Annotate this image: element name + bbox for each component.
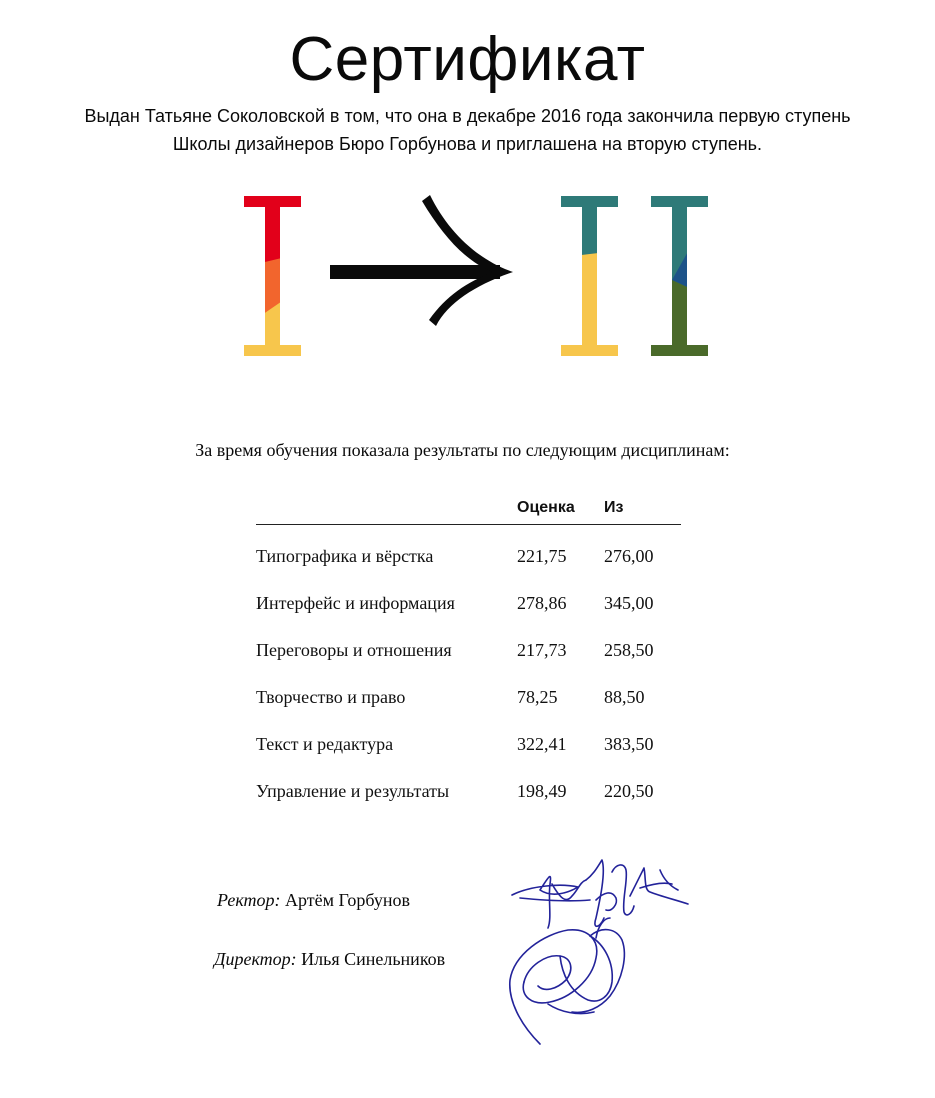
issued-line-2: Школы дизайнеров Бюро Горбунова и приглашена на вторую ступень. — [172, 134, 763, 154]
discipline-max: 88,50 — [604, 687, 645, 707]
discipline-name: Текст и редактура — [256, 734, 394, 754]
director-name: Илья Синельников — [301, 949, 446, 969]
discipline-name: Творчество и право — [256, 687, 406, 707]
discipline-max: 345,00 — [604, 593, 654, 613]
issued-line-1: Выдан Татьяне Соколовской в том, что она в декабре 2016 года закончила первую ступень — [84, 106, 851, 126]
discipline-score: 221,75 — [517, 546, 567, 566]
discipline-max: 220,50 — [604, 781, 654, 801]
discipline-score: 198,49 — [517, 781, 567, 801]
rector-name: Артём Горбунов — [285, 890, 410, 910]
header-max: Из — [604, 491, 681, 525]
discipline-max: 383,50 — [604, 734, 654, 754]
results-intro: За время обучения показала результаты по следующим дисциплинам: — [195, 440, 730, 460]
discipline-score: 78,25 — [517, 687, 558, 707]
discipline-name: Управление и результаты — [256, 781, 450, 801]
header-score: Оценка — [517, 491, 604, 525]
rector-handwritten-signature-icon — [512, 860, 688, 928]
director-handwritten-signature-icon — [510, 918, 625, 1044]
discipline-name: Типографика и вёрстка — [256, 546, 434, 566]
rector-role: Ректор: — [217, 890, 281, 910]
discipline-name: Переговоры и отношения — [256, 640, 452, 660]
discipline-score: 322,41 — [517, 734, 567, 754]
discipline-max: 258,50 — [604, 640, 654, 660]
discipline-name: Интерфейс и информация — [256, 593, 455, 613]
certificate-title: Сертификат — [289, 25, 646, 94]
discipline-score: 278,86 — [517, 593, 567, 613]
discipline-score: 217,73 — [517, 640, 567, 660]
discipline-max: 276,00 — [604, 546, 654, 566]
director-role: Директор: — [214, 949, 297, 969]
